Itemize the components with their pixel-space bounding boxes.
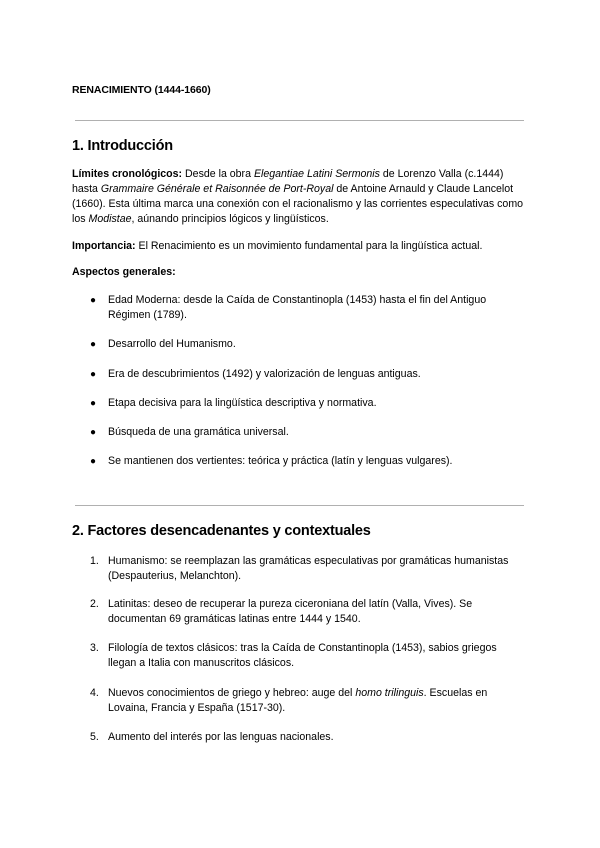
text-run: de Lorenzo Valla (c.1444) hasta bbox=[72, 168, 504, 195]
text-run: , aúnando principios lógicos y lingüísticos. bbox=[131, 213, 329, 225]
work-title: Grammaire Générale et Raisonnée de Port-Royal bbox=[100, 183, 334, 195]
item-number: 3. bbox=[90, 642, 99, 654]
text-run: Nuevos conocimientos de griego y hebreo: auge del bbox=[108, 687, 356, 699]
item-text: Filología de textos clásicos: tras la Caída de Constantinopla (1453), sabios griegos llegan a Italia con manuscritos clásicos. bbox=[108, 642, 497, 669]
list-item bbox=[90, 454, 520, 469]
item-text: Aumento del interés por las lenguas nacionales. bbox=[108, 731, 334, 743]
limites-label: Límites cronológicos: bbox=[72, 168, 183, 180]
list-item-text: Desarrollo del Humanismo. bbox=[108, 338, 236, 350]
item-text: Latinitas: deseo de recuperar la pureza ciceroniana del latín (Valla, Vives). Se documentan 69 gramáticas latinas entre 1444 y 1540. bbox=[108, 598, 473, 625]
numbered-item bbox=[90, 730, 520, 745]
bullet-icon: ● bbox=[90, 456, 97, 467]
item-text bbox=[108, 686, 520, 716]
item-number: 2. bbox=[90, 598, 99, 610]
importancia-label: Importancia: bbox=[72, 240, 136, 252]
section-heading-introduccion: 1. Introducción bbox=[72, 138, 173, 154]
paragraph-limites bbox=[72, 167, 532, 227]
list-item bbox=[90, 293, 520, 323]
item-text: Humanismo: se reemplazan las gramáticas especulativas por gramáticas humanistas (Despauterius, Melanchton). bbox=[108, 555, 509, 582]
divider bbox=[75, 505, 524, 506]
list-item-text: Búsqueda de una gramática universal. bbox=[108, 426, 289, 438]
bullet-icon: ● bbox=[90, 369, 97, 380]
list-item bbox=[90, 367, 520, 382]
item-number: 4. bbox=[90, 687, 99, 699]
numbered-item bbox=[90, 554, 520, 584]
list-item bbox=[90, 396, 520, 411]
numbered-item bbox=[90, 597, 520, 627]
page-title: RENACIMIENTO (1444-1660) bbox=[72, 84, 211, 96]
list-item-text: Era de descubrimientos (1492) y valorización de lenguas antiguas. bbox=[108, 368, 421, 380]
aspectos-heading bbox=[72, 265, 532, 280]
section-heading-factores: 2. Factores desencadenantes y contextuales bbox=[72, 523, 371, 539]
list-item-text: Etapa decisiva para la lingüística descriptiva y normativa. bbox=[108, 397, 377, 409]
work-title: Modistae bbox=[88, 213, 132, 225]
bullet-icon: ● bbox=[90, 339, 97, 350]
item-number: 5. bbox=[90, 731, 99, 743]
paragraph-importancia bbox=[72, 239, 532, 254]
list-item-text: Se mantienen dos vertientes: teórica y práctica (latín y lenguas vulgares). bbox=[108, 455, 453, 467]
numbered-item bbox=[90, 686, 520, 716]
list-item bbox=[90, 337, 520, 352]
text-run: Desde la obra bbox=[182, 168, 254, 180]
bullet-icon: ● bbox=[90, 427, 97, 438]
text-run: de Antoine Arnauld y Claude Lancelot (1660). Esta última marca una conexión con el racionalismo y las corrientes especulativas como los bbox=[72, 183, 524, 225]
work-title: Elegantiae Latini Sermonis bbox=[253, 168, 380, 180]
divider bbox=[75, 120, 524, 121]
numbered-item bbox=[90, 641, 520, 671]
aspectos-label: Aspectos generales: bbox=[72, 266, 176, 278]
italic-term: homo trilinguis bbox=[355, 687, 424, 699]
list-item-text: Edad Moderna: desde la Caída de Constantinopla (1453) hasta el fin del Antiguo Régimen (1789). bbox=[108, 294, 487, 321]
text-run: El Renacimiento es un movimiento fundamental para la lingüística actual. bbox=[135, 240, 483, 252]
item-number: 1. bbox=[90, 555, 99, 567]
list-item bbox=[90, 425, 520, 440]
text-run: . Escuelas en Lovaina, Francia y España (1517-30). bbox=[108, 687, 488, 714]
bullet-icon: ● bbox=[90, 295, 97, 306]
bullet-icon: ● bbox=[90, 398, 97, 409]
